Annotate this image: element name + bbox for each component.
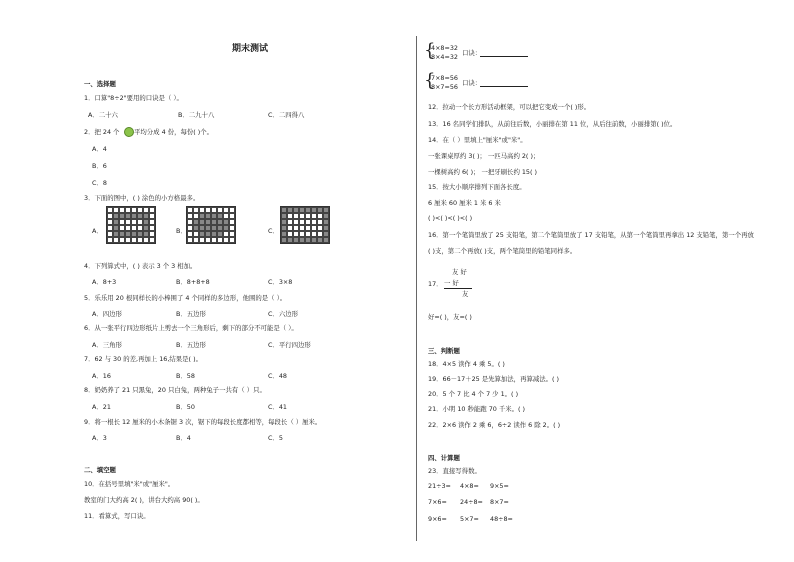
- eq2-blank[interactable]: [480, 80, 528, 87]
- q9-option-b: B．4: [176, 434, 191, 442]
- q7-option-b: B．58: [176, 372, 195, 380]
- eq1-blank[interactable]: [480, 50, 528, 57]
- page-title: 期末测试: [232, 44, 269, 54]
- q7-option-c: C．48: [268, 372, 287, 380]
- q5-option-a: A．四边形: [92, 310, 122, 318]
- q17-top-row: 友 好: [452, 268, 467, 276]
- q1-option-b: B．二九十八: [178, 111, 215, 119]
- q4-option-c: C．3×8: [268, 278, 293, 286]
- q8-stem: 8．奶奶养了 21 只黑兔，20 只白兔，两种兔子一共有（ ）只。: [84, 386, 266, 394]
- q23: 23．直接写得数。: [428, 467, 481, 475]
- calc-r2-c1: 7×6=: [428, 498, 447, 506]
- q4-stem: 4．下列算式中，( ) 表示 3 个 3 相加。: [84, 262, 197, 270]
- q15-items: 6 厘米 60 厘米 1 米 6 米: [428, 199, 501, 207]
- q22: 22．2×6 读作 2 乘 6，6÷2 读作 6 除 2。( ): [428, 421, 561, 429]
- q9-option-a: A．3: [92, 434, 107, 442]
- q3-grid-c: [280, 206, 330, 244]
- q18: 18．4×5 读作 4 乘 5。( ): [428, 360, 505, 368]
- calc-r2-c3: 8×7=: [490, 498, 509, 506]
- calc-r1-c3: 9×5=: [490, 482, 509, 490]
- q3-stem: 3．下面的图中，( ) 涂色的小方格最多。: [84, 194, 200, 202]
- q4-option-a: A．8+3: [92, 278, 117, 286]
- section-heading-fill: 二、填空题: [84, 466, 116, 474]
- q12: 12．拉动一个长方形活动框架，可以把它变成一个( )形。: [428, 103, 591, 111]
- q16-line-a: 16．第一个笔筒里放了 25 支铅笔，第二个笔筒里放了 17 支铅笔，从第一个笔筒里再拿出 12 支铅笔，第一个再放: [428, 231, 754, 239]
- q7-stem: 7．62 与 30 的差,再加上 16,结果是( )。: [84, 355, 202, 363]
- q3-grid-b: [186, 206, 236, 244]
- q2-stem-post: 平均分成 4 份，每份( )个。: [134, 128, 214, 136]
- q20: 20．5 个 7 比 4 个 7 少 1。( ): [428, 390, 519, 398]
- eq1-label: 口诀：: [462, 49, 482, 57]
- q3-option-b: B．: [176, 227, 187, 235]
- apple-icon: [124, 127, 134, 137]
- q2-option-c: C．8: [92, 179, 107, 187]
- brace-1: {: [424, 40, 436, 61]
- q14: 14．在（ ）里填上"厘米"或"米"。: [428, 136, 527, 144]
- q7-option-a: A．16: [92, 372, 111, 380]
- eq1-bottom: 8×4=32: [431, 53, 458, 61]
- q8-option-c: C．41: [268, 403, 287, 411]
- q17-rule: [444, 288, 472, 289]
- calc-r3-c1: 9×6=: [428, 515, 447, 523]
- q17-bottom-row: 友: [462, 290, 469, 298]
- calc-r3-c2: 5×7=: [460, 515, 479, 523]
- eq2-bottom: 8×7=56: [431, 83, 458, 91]
- q14-line-a: 一张课桌厚约 3( )； 一匹马高约 2( )；: [428, 152, 540, 160]
- q11-stem: 11．看算式，写口诀。: [84, 512, 150, 520]
- eq2-label: 口诀：: [462, 79, 482, 87]
- q2-option-b: B．6: [92, 162, 107, 170]
- q10-line: 教室的门大约高 2( )，讲台大约高 90( )。: [84, 496, 204, 504]
- calc-r3-c3: 48÷8=: [490, 515, 513, 523]
- eq1-top: 4×8=32: [431, 44, 458, 52]
- q5-stem: 5．乐乐用 20 根同样长的小棒围了 4 个同样的多边形，他围的是（ ）。: [84, 294, 287, 302]
- eq2-top: 7×8=56: [431, 74, 458, 82]
- q14-line-b: 一棵树高约 6( )； 一把牙刷长约 15( ): [428, 168, 538, 176]
- q16-line-b: ( )支，第二个再放( )支，两个笔筒里的铅笔同样多。: [428, 247, 577, 255]
- section-heading-choice: 一、选择题: [84, 80, 116, 88]
- q15: 15．按大小顺序排列下面各长度。: [428, 183, 526, 191]
- q17-mid-row: 一 好: [444, 279, 459, 287]
- q15-order: ( )<( )<( )<( ): [428, 214, 473, 222]
- q2-option-a: A．4: [92, 145, 107, 153]
- q3-option-a: A．: [92, 227, 103, 235]
- q3-grid-a: [106, 206, 156, 244]
- q1-option-c: C．二四得八: [268, 111, 305, 119]
- brace-2: {: [424, 70, 436, 91]
- q9-stem: 9．将一根长 12 厘米的小木条锯 3 次，锯下的每段长度都相等，每段长（ ）厘米。: [84, 418, 322, 426]
- q6-option-b: B．五边形: [176, 341, 206, 349]
- q19: 19．66－17＋25 是先算加法，再算减法。( ): [428, 375, 560, 383]
- calc-r2-c2: 24÷8=: [460, 498, 483, 506]
- q5-option-c: C．六边形: [268, 310, 299, 318]
- calc-r1-c1: 21÷3=: [428, 482, 451, 490]
- column-divider: [416, 36, 417, 541]
- q6-stem: 6．从一张平行四边形纸片上剪去一个三角形后，剩下的部分不可能是（ ）。: [84, 324, 298, 332]
- q2-stem-pre: 2．把 24 个: [84, 128, 120, 136]
- q1-stem: 1．口算"8÷2"要用的口诀是（ ）。: [84, 94, 183, 102]
- calc-r1-c2: 4×8=: [460, 482, 479, 490]
- q4-option-b: B．8+8+8: [176, 278, 210, 286]
- q10-stem: 10．在括号里填"米"或"厘米"。: [84, 480, 175, 488]
- q1-option-a: A．二十六: [88, 111, 118, 119]
- q3-option-c: C．: [268, 227, 279, 235]
- q6-option-c: C．平行四边形: [268, 341, 311, 349]
- q8-option-a: A．21: [92, 403, 111, 411]
- q8-option-b: B．50: [176, 403, 195, 411]
- q5-option-b: B．五边形: [176, 310, 206, 318]
- q21: 21．小明 10 秒能跑 70 千米。( ): [428, 405, 526, 413]
- q6-option-a: A．三角形: [92, 341, 122, 349]
- q13: 13．16 名同学们排队，从前往后数，小丽排在第 11 位，从后往前数，小丽排第( )位。: [428, 120, 677, 128]
- section-heading-judge: 三、判断题: [428, 347, 460, 355]
- q9-option-c: C．5: [268, 434, 283, 442]
- q17-label: 17．: [428, 280, 443, 288]
- q17-answer: 好=( )，友=( ): [428, 313, 472, 321]
- section-heading-calc: 四、计算题: [428, 454, 460, 462]
